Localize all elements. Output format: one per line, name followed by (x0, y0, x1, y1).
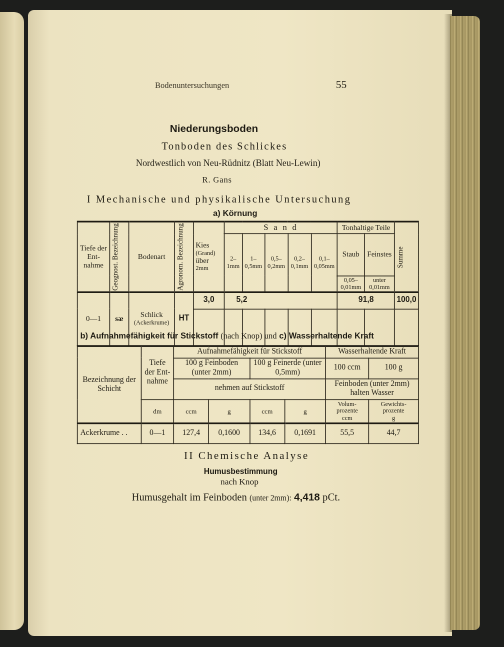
grain-size-heading: a) Körnung (213, 209, 258, 219)
absorption-heading-b: b) Aufnahmefähigkeit für Stickstoff (80, 332, 219, 342)
row-value-1: 127,4 (174, 424, 209, 444)
row-sand-total: 5,2 (224, 292, 337, 309)
header-bodenart: Bodenart (129, 222, 175, 293)
header-kies-label: Kies (195, 241, 210, 250)
section-location: Nordwestlich von Neu-Rüdnitz (Blatt Neu-Lewin) (135, 158, 321, 169)
page-content (57, 0, 439, 647)
humus-line-note: (unter 2mm): (249, 494, 292, 503)
header-staub: Staub (337, 234, 364, 276)
header-wasser-gew (369, 399, 419, 423)
header-agronom (174, 222, 193, 293)
header-wasser: Wasserhaltende Kraft (326, 346, 419, 358)
running-title: Bodenuntersuchungen (154, 81, 230, 91)
header-unit-4: g (285, 399, 326, 423)
row-kies: 3,0 (194, 292, 225, 309)
row-geognost: sᴂ (110, 292, 129, 345)
page-number: 55 (335, 78, 347, 91)
absorption-table (77, 345, 419, 444)
header-unit-2: g (209, 399, 250, 423)
absorption-heading-c: c) Wasserhaltende Kraft (279, 332, 374, 342)
humus-line-value: 4,418 (293, 491, 320, 503)
header-geognost-text: Geognost. Bezeichnung (110, 223, 120, 291)
header-tiefe-b: Tiefe der Ent-nahme (141, 346, 173, 399)
row-value-4: 0,1691 (285, 424, 326, 444)
section-title: Niederungsboden (169, 122, 259, 135)
section-subtitle: Tonboden des Schlickes (161, 140, 288, 152)
header-feinst: Feinstes (364, 234, 394, 276)
header-summe-text: Summe (395, 246, 405, 268)
row-value-5: 55,5 (326, 424, 369, 444)
header-kies-ueber: über (195, 256, 209, 265)
section-author: R. Gans (202, 175, 232, 186)
humus-line-text: Humusgehalt im Feinboden (131, 491, 247, 503)
absorption-heading (80, 332, 374, 341)
row-tiefe-b: 0—1 (141, 424, 173, 444)
humus-method: nach Knop (220, 478, 259, 488)
header-ton: Tonhaltige Teile (337, 222, 394, 234)
header-kies-mm: 2mm (195, 264, 209, 272)
left-page-edge (0, 12, 24, 630)
header-wasser-gew-label: Gewichts-prozente (380, 399, 407, 415)
header-agronom-text: Agronom. Bezeichnung (175, 223, 184, 291)
header-wasser-vol-unit: ccm (341, 414, 353, 422)
header-tiefe: Tiefe der Ent-nahme (77, 222, 109, 293)
humus-heading: Humusbestimmung (203, 467, 278, 477)
sand-col-2: 1–0,5mm (242, 234, 265, 293)
header-bezeichnung: Bezeichnung der Schicht (77, 346, 141, 424)
row-bodenart-main: Schlick (140, 310, 163, 320)
sand-col-3: 0,5–0,2mm (265, 234, 288, 293)
header-aufnahme-1: 100 g Feinboden (unter 2mm) (174, 358, 250, 379)
header-wasser-3: Feinboden (unter 2mm) halten Wasser (326, 379, 419, 400)
header-kies-grand: (Grand) (195, 249, 216, 257)
row-value-2: 0,1600 (209, 424, 250, 444)
row-bodenart-sub: (Ackerkrume) (133, 318, 170, 327)
header-unit-3: ccm (250, 399, 285, 423)
header-wasser-vol (326, 399, 369, 423)
header-tiefe-unit: dm (141, 399, 173, 423)
header-wasser-1: 100 ccm (326, 358, 369, 379)
header-staub-val: 0,05–0,01mm (337, 276, 364, 293)
grain-size-table (77, 221, 419, 346)
header-geognost (110, 222, 129, 293)
row-value-3: 134,6 (250, 424, 285, 444)
part1-heading: I Mechanische und physikalische Untersuchung (86, 193, 352, 206)
sand-col-1: 2–1mm (224, 234, 242, 293)
row-summe-blank (395, 309, 419, 346)
header-aufnahme-2: 100 g Feinerde (unter 0,5mm) (250, 358, 326, 379)
row-bezeichnung: Ackerkrume . . (77, 424, 141, 444)
header-wasser-gew-unit: g (392, 414, 396, 422)
row-agronom: HT (174, 292, 193, 345)
header-wasser-2: 100 g (369, 358, 419, 379)
header-aufnahme: Aufnahmefähigkeit für Stickstoff (174, 346, 326, 358)
header-summe (395, 222, 419, 293)
sand-col-4: 0,2–0,1mm (288, 234, 311, 293)
header-sand: S a n d (224, 222, 337, 234)
row-ton-total: 91,8 (337, 292, 394, 309)
sand-col-5: 0,1–0,05mm (311, 234, 337, 293)
header-unit-1: ccm (174, 399, 209, 423)
row-value-6: 44,7 (369, 424, 419, 444)
book-page-edges (450, 16, 480, 630)
header-wasser-vol-label: Volum-prozente (336, 399, 358, 415)
header-feinst-val: unter 0,01mm (364, 276, 394, 293)
absorption-heading-note: (nach Knop) und (220, 332, 277, 342)
row-tiefe: 0—1 (77, 292, 109, 345)
part2-heading: II Chemische Analyse (183, 449, 310, 462)
row-summe: 100,0 (395, 292, 419, 309)
humus-line-unit: pCt. (322, 491, 341, 503)
humus-result-line (132, 491, 340, 503)
header-aufnahme-3: nehmen auf Stickstoff (174, 379, 326, 400)
header-kies (194, 222, 225, 293)
